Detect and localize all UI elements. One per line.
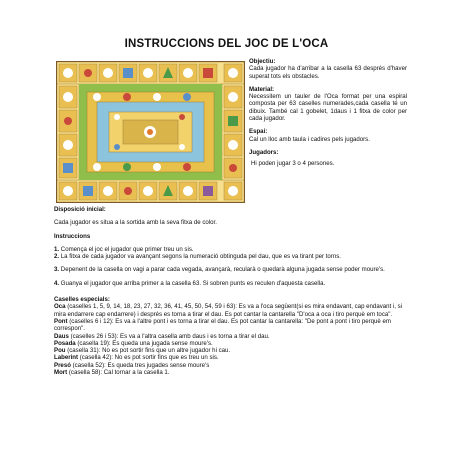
caselles-heading: Caselles especials: <box>54 296 110 304</box>
main-text <box>54 206 406 376</box>
casella-item: Laberint (casella 42): No es pot sortir fins que es treu un sis. <box>54 354 219 362</box>
material-heading: Material: <box>249 85 275 93</box>
instruction-item: 4. Guanya el jugador que arriba primer a la casella 63. Si sobren punts es reculen d'aquesta casella. <box>54 279 326 287</box>
casella-item: Posada (casella 19): Es queda una jugada sense moure's. <box>54 339 213 347</box>
instruction-item: 2. La fitxa de cada jugador va avançant segons la numeració obtinguda pel dau, que es va tirant per torns. <box>54 253 341 261</box>
casella-item: Pou (casella 31): No es pot sortir fins que un altre jugador hi cau. <box>54 347 231 355</box>
disposicio-text: Cada jugador es situa a la sortida amb la seva fitxa de color. <box>54 219 217 227</box>
instruction-item: 1. Comença el joc el jugador que primer treu un sis. <box>54 245 194 253</box>
material-text: Necessitem un tauler de l'Oca format per una espiral composta per 63 caselles numerades,cada casella té un dibuix. També cal 1 gobelet, 1daus i 1 fitxa de color per cada jugador. <box>249 93 407 123</box>
espai-text: Cal un lloc amb taula i cadires pels jugadors. <box>249 135 370 143</box>
instruction-item: 3. Depenent de la casella on vagi a parar cada vegada, avançarà, recularà o quedarà alguna jugada sense poder moure's. <box>54 266 385 274</box>
casella-item: Oca (caselles 1, 5, 9, 14, 18, 23, 27, 32, 36, 41, 45, 50, 54, 59 i 63): Es va a l'oca següent(si es mira endavant, cap endavant i, si mira endarrere cap endarrere) i després es torna a tirar el dau. Es pot cantar la cantarella "D'oca a oca i tiro perquè em toca". <box>54 303 403 318</box>
page-title: INSTRUCCIONS DEL JOC DE L'OCA <box>124 38 329 50</box>
oca-board-illustration <box>57 62 244 202</box>
jugadors-text: Hi poden jugar 3 o 4 persones. <box>251 160 335 168</box>
espai-heading: Espai: <box>249 128 268 136</box>
objectiu-heading: Objectiu: <box>249 58 276 65</box>
casella-item: Daus (caselles 26 i 53): Es va a l'altra casella amb daus i es torna a tirar el dau. <box>54 332 270 340</box>
jugadors-heading: Jugadors: <box>249 148 279 156</box>
casella-item: Mort (casella 58): Cal tornar a la casella 1. <box>54 369 170 377</box>
casella-item: Pont (caselles 6 i 12): Es va a l'altre pont i es torna a tirar el dau. Es pot cantar la cantarella: "De pont a pont i tiro perquè em correspon". <box>54 317 391 333</box>
game-board-image <box>56 61 245 203</box>
instruccions-heading: Instruccions <box>54 232 91 240</box>
side-panel <box>249 58 407 168</box>
disposicio-heading: Disposició inicial: <box>54 206 106 213</box>
objectiu-text: Cada jugador ha d'arribar a la casella 63 després d'haver superat tots els obstacles. <box>249 65 407 80</box>
casella-item: Presó (casella 52): Es queda tres jugades sense moure's <box>54 361 210 369</box>
